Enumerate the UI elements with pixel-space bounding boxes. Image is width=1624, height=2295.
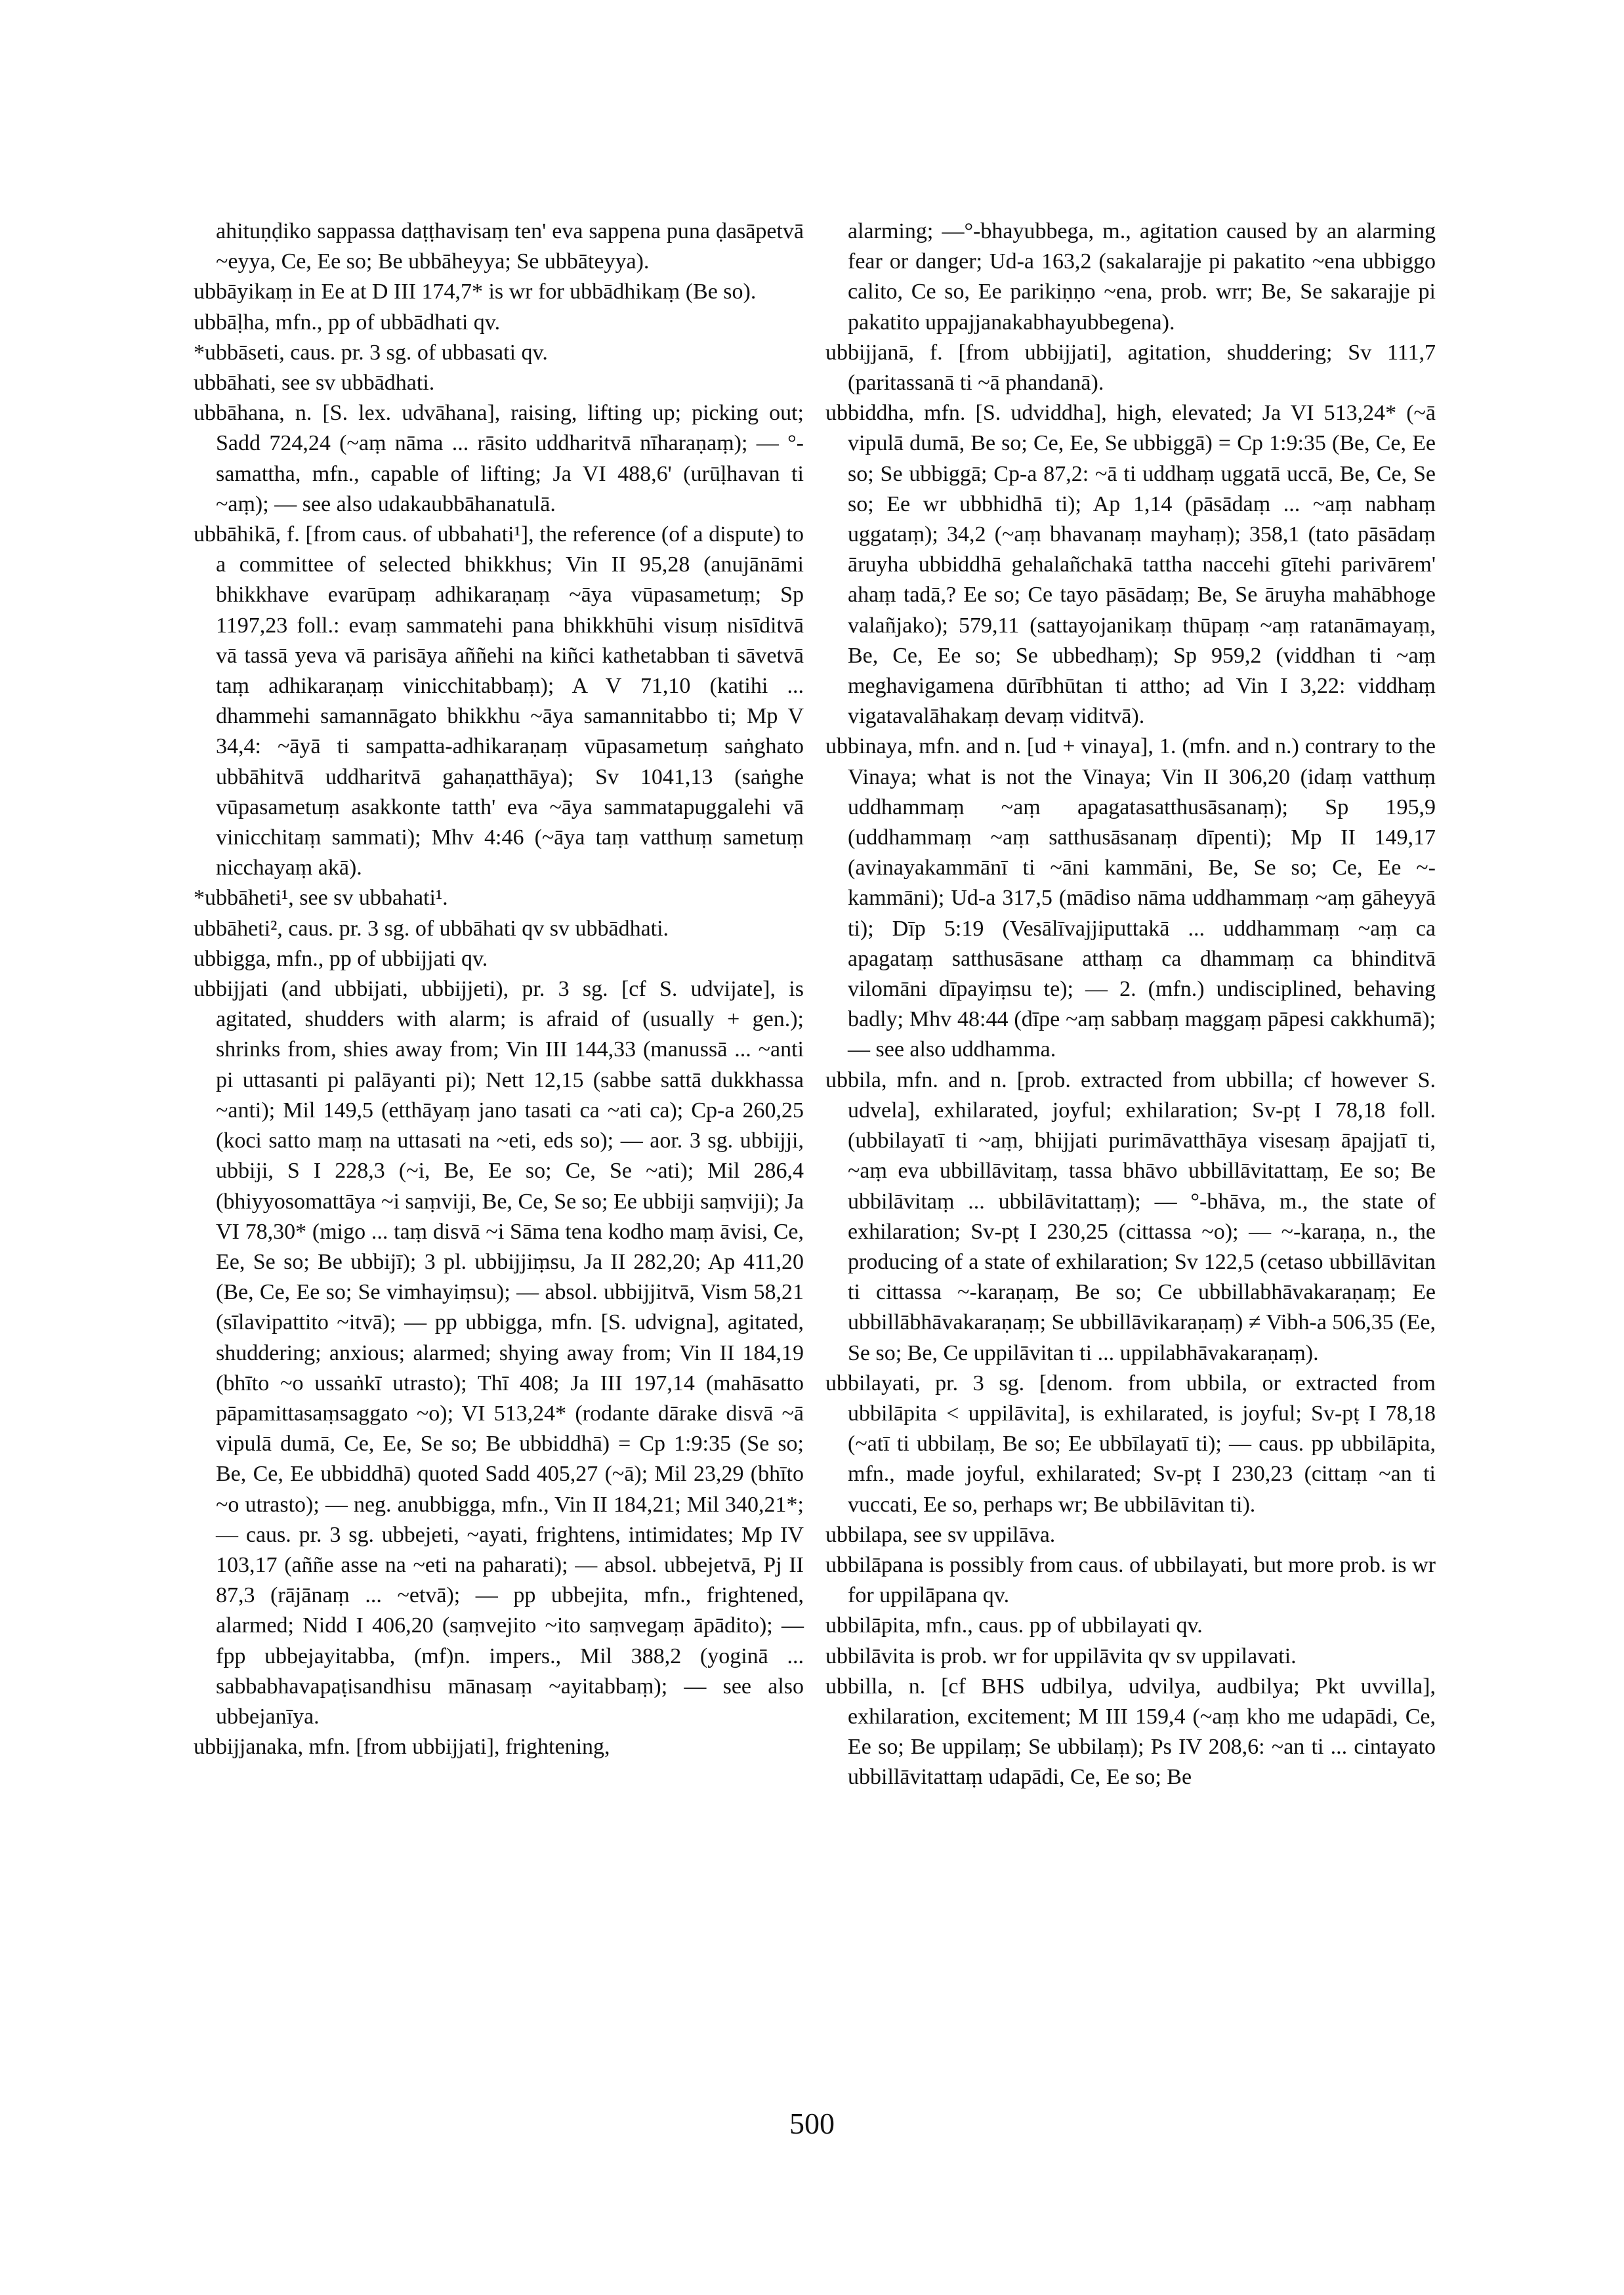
entry-ubbijjana: ubbijjanā, f. [from ubbijjati], agitation, shuddering; Sv 111,7 (paritassanā ti ~ā phandanā). — [825, 340, 1436, 396]
entry-ubbalha: ubbāḷha, mfn., pp of ubbādhati qv. — [194, 310, 501, 335]
entry-ubbijjati: ubbijjati (and ubbijati, ubbijjeti), pr. 3 sg. [cf S. udvijate], is agitated, shudders with alarm; is afraid of (usually + gen.); shrinks from, shies away from; Vin III 144,33 (manussā ... ~anti pi uttasanti pi palāyanti pi); Nett 12,15 (sabbe sattā dukkhassa ~anti); Mil 149,5 (etthāyaṃ jano tasati ca ~ati ca); Cp-a 260,25 (koci satto maṃ na uttasati na ~eti, eds so); — aor. 3 sg. ubbijji, ubbiji, S I 228,3 (~i, Be, Ee so; Ce, Se ~ati); Mil 286,4 (bhiyyosomattāya ~i saṃviji, Be, Ce, Se so; Ee ubbiji saṃviji); Ja VI 78,30* (migo ... taṃ disvā ~i Sāma tena kodho maṃ āvisi, Ce, Ee, Se so; Be ubbijī); 3 pl. ubbijjiṃsu, Ja II 282,20; Ap 411,20 (Be, Ce, Ee so; Se vimhayiṃsu); — absol. ubbijjitvā, Vism 58,21 (sīlavipattito ~itvā); — pp ubbigga, mfn. [S. udvigna], agitated, shuddering; anxious; alarmed; shying away from; Vin II 184,19 (bhīto ~o ussaṅkī utrasto); Thī 408; Ja III 197,14 (mahāsatto pāpamittasaṃsaggato ~o); VI 513,24* (rodante dārake disvā ~ā vipulā dumā, Ce, Ee, Se so; Be ubbiddhā) = Cp 1:9:35 (Se so; Be, Ce, Ee ubbiddhā) quoted Sadd 405,27 (~ā); Mil 23,29 (bhīto ~o utrasto); — neg. anubbigga, mfn., Vin II 184,21; Mil 340,21*; — caus. pr. 3 sg. ubbejeti, ~ayati, frightens, intimidates; Mp IV 103,17 (aññe asse na ~eti na paharati); — absol. ubbejetvā, Pj II 87,3 (rājānaṃ ... ~etvā); — pp ubbejita, mfn., frightened, alarmed; Nidd I 406,20 (saṃvejito ~ito saṃvegaṃ āpādito); — fpp ubbejayitabba, (mf)n. impers., Mil 388,2 (yoginā ... sabbabhavapaṭisandhisu mānasaṃ ~ayitabbaṃ); — see also ubbejanīya. — [194, 977, 804, 1729]
entry-ubbilapita: ubbilāpita, mfn., caus. pp of ubbilayati qv. — [825, 1613, 1203, 1638]
entry-continued: ahituṇḍiko sappassa daṭṭhavisaṃ ten' eva sappena puna ḍasāpetvā ~eyya, Ce, Ee so; Be ubbāheyya; Se ubbāteyya). — [216, 219, 804, 274]
entry-ubbaheti-1: *ubbāheti¹, see sv ubbahati¹. — [194, 886, 448, 911]
entry-ubbilapa: ubbilapa, see sv uppilāva. — [825, 1522, 1056, 1547]
entry-ubbinaya: ubbinaya, mfn. and n. [ud + vinaya], 1. (mfn. and n.) contrary to the Vinaya; what is not the Vinaya; Vin II 306,20 (idaṃ vatthuṃ uddhammaṃ ~aṃ apagatasatthusāsanaṃ); Sp 195,9 (uddhammaṃ ~aṃ satthusāsanaṃ dīpenti); Mp II 149,17 (avinayakammānī ti ~āni kammāni, Be, Se so; Ce, Ee ~-kammāni); Ud-a 317,5 (mādiso nāma uddhammaṃ ~aṃ gāheyyā ti); Dīp 5:19 (Vesālīvajjiputtakā ... uddhammaṃ ~aṃ ca apagataṃ satthusāsane atthaṃ ca dhammaṃ ca bhinditvā vilomāni dīpayiṃsu te); — 2. (mfn.) undisciplined, behaving badly; Mhv 48:44 (dīpe ~aṃ sabbaṃ maggaṃ pāpesi cakkhumā); — see also uddhamma. — [825, 734, 1436, 1062]
entry-ubbahati: ubbāhati, see sv ubbādhati. — [194, 371, 435, 396]
entry-ubbilla: ubbilla, n. [cf BHS udbilya, udvilya, audbilya; Pkt uvvilla], exhilaration, excitement; M III 159,4 (~aṃ kho me udapādi, Ce, Ee so; Be uppilaṃ; Se ubbilaṃ); Ps IV 208,6: ~an ti ... cintayato ubbillāvitattaṃ udapādi, Ce, Ee so; Be — [825, 1674, 1436, 1790]
entry-ubbahana: ubbāhana, n. [S. lex. udvāhana], raising, lifting up; picking out; Sadd 724,24 (~aṃ nāma ... rāsito uddharitvā nīharaṇaṃ); — °-samattha, mfn., capable of lifting; Ja VI 488,6' (urūḷhavan ti ~aṃ); — see also udakaubbāhanatulā. — [194, 401, 804, 516]
entry-ubbila: ubbila, mfn. and n. [prob. extracted from ubbilla; cf however S. udvela], exhilarated, joyful; exhilaration; Sv-pṭ I 78,18 foll. (ubbilayatī ti ~aṃ, bhijjati purimāvatthāya visesaṃ āpajjatī ti, ~aṃ eva ubbillāvitaṃ, tassa bhāvo ubbillāvitattaṃ, Ee so; Be ubbilāvitaṃ ... ubbilāvitattaṃ); — °-bhāva, m., the state of exhilaration; Sv-pṭ I 230,25 (cittassa ~o); — ~-karaṇa, n., the producing of a state of exhilaration; Sv 122,5 (cetaso ubbillāvitan ti cittassa ~-karaṇaṃ, Be so; Ce ubbillabhāvakaraṇaṃ; Ee ubbillābhāvakaraṇaṃ; Se ubbillāvikaraṇaṃ) ≠ Vibh-a 506,35 (Ee, Se so; Be, Ce uppilāvitan ti ... uppilabhāvakaraṇaṃ). — [825, 1067, 1436, 1365]
entry-ubbilayati: ubbilayati, pr. 3 sg. [denom. from ubbila, or extracted from ubbilāpita < uppilāvita], is exhilarated, is joyful; Sv-pṭ I 78,18 (~atī ti ubbilaṃ, Be so; Ee ubbīlayatī ti); — caus. pp ubbilāpita, mfn., made joyful, exhilarated; Sv-pṭ I 230,23 (cittaṃ ~an ti vuccati, Ee so, perhaps wr; Be ubbilāvitan ti). — [825, 1371, 1436, 1517]
right-column — [825, 217, 1436, 1793]
entry-ubbilavita: ubbilāvita is prob. wr for uppilāvita qv sv uppilavati. — [825, 1644, 1297, 1668]
page-number: 500 — [789, 2107, 835, 2140]
entry-ubbahika: ubbāhikā, f. [from caus. of ubbahati¹], the reference (of a dispute) to a committee of selected bhikkhus; Vin II 95,28 (anujānāmi bhikkhave evarūpaṃ adhikaraṇaṃ ~āya vūpasametuṃ; Sp 1197,23 foll.: evaṃ sammatehi pana bhikkhūhi visuṃ nisīditvā vā tassā yeva vā parisāya aññehi na kiñci kathetabban ti sāvetvā taṃ adhikaraṇaṃ vinicchitabbaṃ); A V 71,10 (katihi ... dhammehi samannāgato bhikkhu ~āya samannitabbo ti; Mp V 34,4: ~āyā ti sampatta-adhikaraṇaṃ vūpasametuṃ saṅghato ubbāhitvā uddharitvā gahaṇatthāya); Sv 1041,13 (saṅghe vūpasametuṃ asakkonte tatth' eva ~āya sammatapuggalehi vā vinicchitaṃ sammati); Mhv 4:46 (~āya taṃ vatthuṃ sametuṃ nicchayaṃ akā). — [194, 522, 804, 880]
entry-ubbilapana: ubbilāpana is possibly from caus. of ubbilayati, but more prob. is wr for uppilāpana qv. — [825, 1552, 1436, 1608]
entry-ubbaseti: *ubbāseti, caus. pr. 3 sg. of ubbasati qv. — [194, 340, 548, 365]
entry-ubbijjanaka: ubbijjanaka, mfn. [from ubbijjati], frightening, — [194, 1735, 610, 1760]
entry-ubbigga: ubbigga, mfn., pp of ubbijjati qv. — [194, 946, 488, 971]
entry-continued: alarming; —°-bhayubbega, m., agitation caused by an alarming fear or danger; Ud-a 163,2 (sakalarajje pi pakatito ~ena ubbiggo calito, Ce so, Ee parikiṇṇo ~ena, prob. wrr; Be, Se sakarajje pi pakatito uppajjanakabhayubbegena). — [848, 219, 1436, 335]
entry-ubbaheti-2: ubbāheti², caus. pr. 3 sg. of ubbāhati qv sv ubbādhati. — [194, 916, 669, 941]
left-column — [194, 217, 804, 1762]
entry-ubbayikam: ubbāyikaṃ in Ee at D III 174,7* is wr for ubbādhikaṃ (Be so). — [194, 279, 757, 304]
entry-ubbiddha: ubbiddha, mfn. [S. udviddha], high, elevated; Ja VI 513,24* (~ā vipulā dumā, Be so; Ce, Ee, Se ubbiggā) = Cp 1:9:35 (Be, Ce, Ee so; Se ubbiggā; Cp-a 87,2: ~ā ti uddhaṃ uggatā uccā, Be, Ce, Se so; Ee wr ubbhidhā ti); Ap 1,14 (pāsādaṃ ... ~aṃ nabhaṃ uggataṃ); 34,2 (~aṃ bhavanaṃ mayhaṃ); 358,1 (tato pāsādaṃ āruyha ubbiddhā gehalañchakā tattha naccehi gītehi parivārem' ahaṃ tadā,? Ee so; Ce tayo pāsādaṃ; Be, Se āruyha mahābhoge valañjako); 579,11 (sattayojanikaṃ thūpaṃ ~aṃ ratanāmayaṃ, Be, Ce, Ee so; Se ubbedhaṃ); Sp 959,2 (viddhan ti ~aṃ meghavigamena dūrībhūtan ti attho; ad Vin I 3,22: viddhaṃ vigatavalāhakaṃ devaṃ viditvā). — [825, 401, 1436, 729]
